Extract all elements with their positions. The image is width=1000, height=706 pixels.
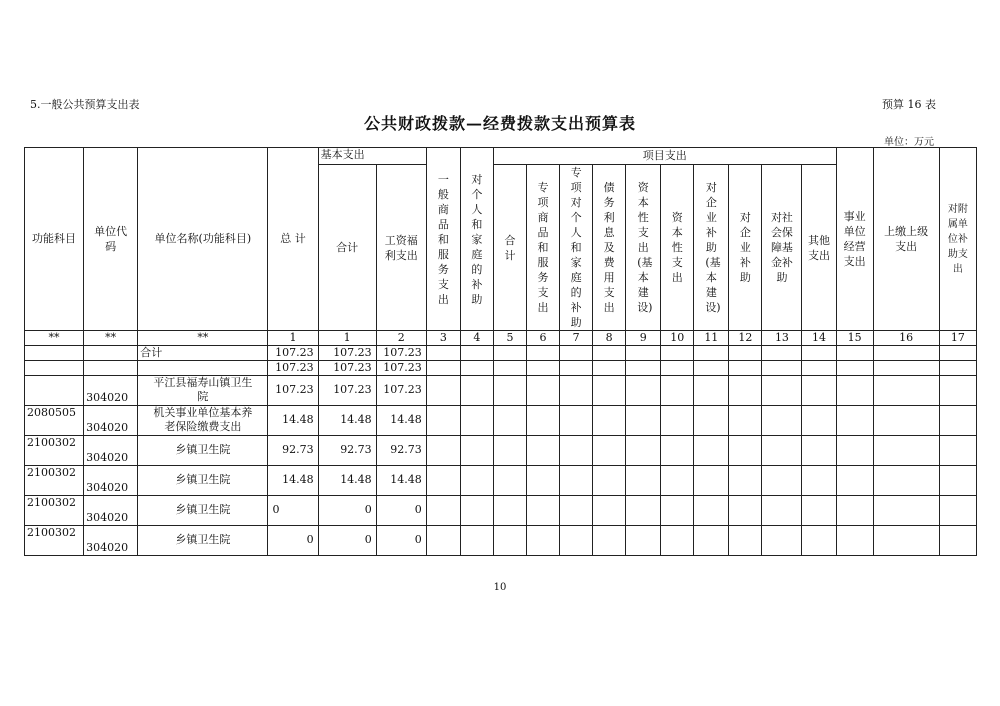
basic-sum-cell: 0 xyxy=(318,495,376,525)
salary-cell: 92.73 xyxy=(376,435,426,465)
num-cell: 1 xyxy=(268,331,318,346)
basic-sum-cell: 14.48 xyxy=(318,465,376,495)
col-business-operation: 事业单位经营支出 xyxy=(836,148,873,331)
table-row xyxy=(25,375,977,405)
num-cell: 16 xyxy=(873,331,939,346)
num-cell: 7 xyxy=(560,331,593,346)
col-special-goods: 专项商品和服务支出 xyxy=(526,165,559,331)
table-row xyxy=(25,525,977,555)
num-cell: 4 xyxy=(460,331,493,346)
total-cell: 107.23 xyxy=(268,360,318,375)
unit-name-cell: 乡镇卫生院 xyxy=(138,525,268,555)
col-household-subsidy: 对个人和家庭的补助 xyxy=(460,148,493,331)
num-cell: ** xyxy=(84,331,138,346)
col-social-security: 对社会保障基金补助 xyxy=(762,165,802,331)
unit-name-cell: 平江县福寿山镇卫生院 xyxy=(138,375,268,405)
num-cell: 2 xyxy=(376,331,426,346)
col-enterprise: 对企业补助 xyxy=(729,165,762,331)
salary-cell: 14.48 xyxy=(376,405,426,435)
unit-code-cell xyxy=(84,360,138,375)
salary-cell: 107.23 xyxy=(376,375,426,405)
col-debt-interest: 债务利息及费用支出 xyxy=(593,165,626,331)
func-code-cell xyxy=(25,360,84,375)
group-basic-expenditure: 基本支出 xyxy=(318,148,426,165)
basic-sum-cell: 92.73 xyxy=(318,435,376,465)
basic-sum-cell: 107.23 xyxy=(318,346,376,361)
unit-code-cell xyxy=(84,346,138,361)
budget-table xyxy=(24,147,977,556)
col-func-code: 功能科目 xyxy=(25,148,84,331)
num-cell: 15 xyxy=(836,331,873,346)
col-other: 其他支出 xyxy=(802,165,836,331)
page-number: 10 xyxy=(493,582,507,593)
total-cell: 0 xyxy=(268,495,318,525)
num-cell: 13 xyxy=(762,331,802,346)
unit-name-cell xyxy=(138,360,268,375)
unit-name-cell: 乡镇卫生院 xyxy=(138,495,268,525)
num-cell: 14 xyxy=(802,331,836,346)
num-cell: 1 xyxy=(318,331,376,346)
num-cell: 11 xyxy=(694,331,729,346)
salary-cell: 14.48 xyxy=(376,465,426,495)
table-row xyxy=(25,346,977,361)
unit-name-cell: 乡镇卫生院 xyxy=(138,435,268,465)
col-salary-welfare: 工资福利支出 xyxy=(376,165,426,331)
func-code-cell xyxy=(25,375,84,405)
table-row xyxy=(25,405,977,435)
unit-code-cell: 304020 xyxy=(84,435,138,465)
total-cell: 14.48 xyxy=(268,465,318,495)
group-project-expenditure: 项目支出 xyxy=(493,148,836,165)
col-unit-code: 单位代码 xyxy=(84,148,138,331)
total-cell: 107.23 xyxy=(268,375,318,405)
col-basic-sum: 合计 xyxy=(318,165,376,331)
num-cell: 8 xyxy=(593,331,626,346)
func-code-cell xyxy=(25,346,84,361)
col-capital-construction: 资本性支出(基本建设) xyxy=(626,165,661,331)
num-cell: ** xyxy=(25,331,84,346)
num-cell: 12 xyxy=(729,331,762,346)
table-row xyxy=(25,495,977,525)
unit-name-cell: 乡镇卫生院 xyxy=(138,465,268,495)
page-title: 公共财政拨款—经费拨款支出预算表 xyxy=(363,114,636,133)
total-cell: 92.73 xyxy=(268,435,318,465)
salary-cell: 107.23 xyxy=(376,360,426,375)
unit-name-cell: 合计 xyxy=(138,346,268,361)
unit-code-cell: 304020 xyxy=(84,465,138,495)
func-code-cell: 2100302 xyxy=(25,525,84,555)
col-total: 总 计 xyxy=(268,148,318,331)
num-cell: 5 xyxy=(493,331,526,346)
col-enterprise-construction: 对企业补助(基本建设) xyxy=(694,165,729,331)
budget-form-label: 预算 16 表 xyxy=(882,98,936,111)
basic-sum-cell: 0 xyxy=(318,525,376,555)
col-unit-name: 单位名称(功能科目) xyxy=(138,148,268,331)
func-code-cell: 2100302 xyxy=(25,465,84,495)
col-affiliated-subsidy: 对附属单位补助支出 xyxy=(939,148,976,331)
unit-code-cell: 304020 xyxy=(84,525,138,555)
header-row-group xyxy=(25,148,977,165)
col-capital: 资本性支出 xyxy=(661,165,694,331)
unit-code-cell: 304020 xyxy=(84,375,138,405)
col-upper-payment: 上缴上级支出 xyxy=(873,148,939,331)
func-code-cell: 2100302 xyxy=(25,495,84,525)
unit-label: 单位：万元 xyxy=(884,137,934,148)
basic-sum-cell: 107.23 xyxy=(318,375,376,405)
func-code-cell: 2080505 xyxy=(25,405,84,435)
num-cell: ** xyxy=(138,331,268,346)
num-cell: 3 xyxy=(426,331,460,346)
unit-name-cell: 机关事业单位基本养老保险缴费支出 xyxy=(138,405,268,435)
col-special-household: 专项对个人和家庭的补助 xyxy=(560,165,593,331)
salary-cell: 0 xyxy=(376,495,426,525)
num-cell: 10 xyxy=(661,331,694,346)
num-cell: 9 xyxy=(626,331,661,346)
col-goods-services: 一般商品和服务支出 xyxy=(426,148,460,331)
total-cell: 14.48 xyxy=(268,405,318,435)
unit-code-cell: 304020 xyxy=(84,495,138,525)
basic-sum-cell: 14.48 xyxy=(318,405,376,435)
salary-cell: 0 xyxy=(376,525,426,555)
total-cell: 0 xyxy=(268,525,318,555)
total-cell: 107.23 xyxy=(268,346,318,361)
table-row xyxy=(25,465,977,495)
num-cell: 17 xyxy=(939,331,976,346)
table-row xyxy=(25,435,977,465)
salary-cell: 107.23 xyxy=(376,346,426,361)
table-number-label: 5.一般公共预算支出表 xyxy=(30,98,140,111)
basic-sum-cell: 107.23 xyxy=(318,360,376,375)
num-cell: 6 xyxy=(526,331,559,346)
col-project-sum: 合计 xyxy=(493,165,526,331)
table-row xyxy=(25,360,977,375)
numbering-row xyxy=(25,331,977,346)
func-code-cell: 2100302 xyxy=(25,435,84,465)
unit-code-cell: 304020 xyxy=(84,405,138,435)
